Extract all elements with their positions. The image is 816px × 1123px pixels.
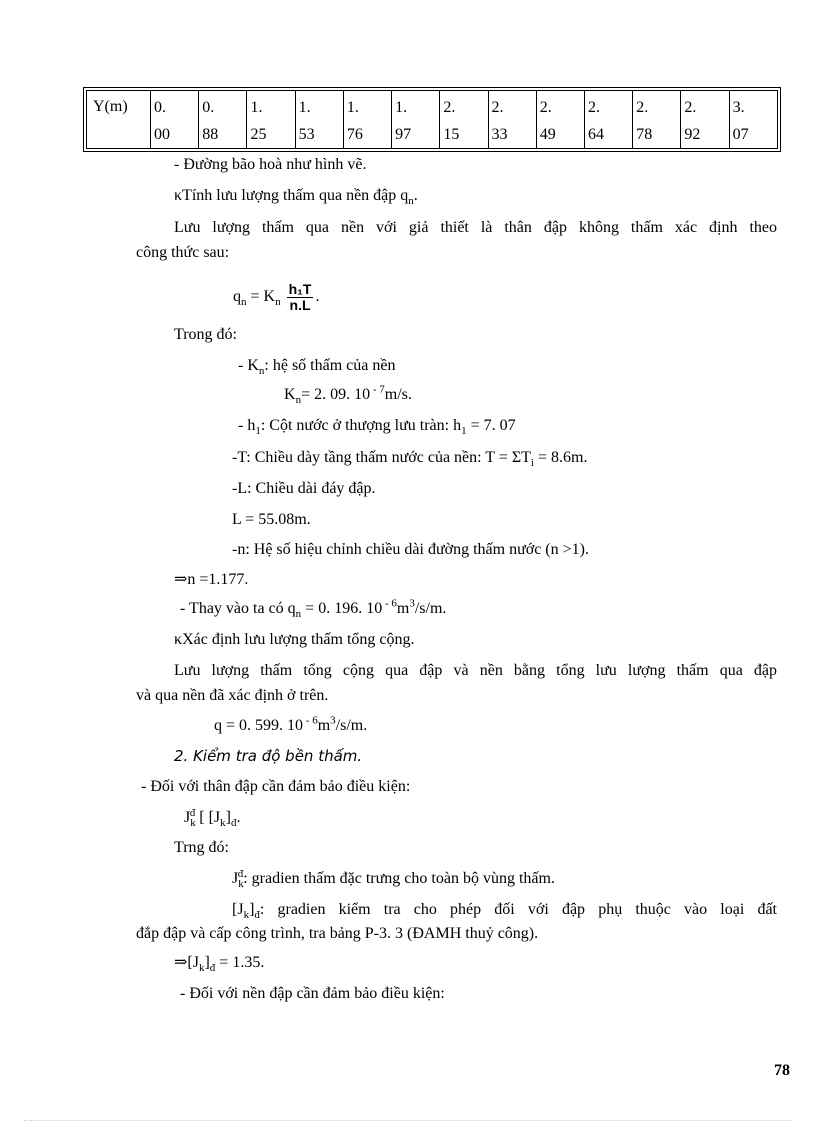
subscript: n [258, 365, 265, 378]
paragraph-line: Lưu lượng thấm qua nền với giả thiết là thân đập không thấm xác định theo [174, 219, 777, 236]
paragraph-line: Lưu lượng thấm tổng cộng qua đập và nền bằng tổng lưu lượng thấm qua đập [174, 662, 777, 679]
subscript: đ [209, 962, 216, 975]
cell-value-decimal: 88 [202, 126, 219, 143]
superscript: đ [237, 867, 244, 880]
text-span: J [232, 870, 239, 887]
cell-value-decimal: 92 [684, 126, 701, 143]
text-span: m [396, 600, 410, 617]
text-span: ] [225, 809, 231, 826]
text-span: κTính lưu lượng thấm qua nền đập q [174, 187, 409, 204]
subscript: n [275, 296, 281, 309]
definition-n: -n: Hệ số hiệu chỉnh chiều dài đường thấm nước (n >1). [232, 541, 589, 558]
cell-value-integer: 1. [346, 99, 359, 116]
table-value-cell [440, 91, 488, 149]
paragraph-line: đắp đập và cấp công trình, tra bảng P-3. 3 (ĐAMH thuỷ công). [136, 925, 539, 942]
result-q [214, 716, 367, 736]
formula-fraction [287, 282, 314, 313]
table-value-cell [295, 91, 343, 149]
cell-value-integer: 2. [684, 99, 697, 116]
subscript: 1 [461, 425, 467, 438]
table-value-cell [247, 91, 295, 149]
value-kn [284, 385, 412, 405]
text-span: = 8.6m. [533, 449, 588, 466]
value-jk-allow [174, 953, 264, 973]
table-value-cell [536, 91, 584, 149]
table-header-cell: Y(m) [87, 91, 151, 149]
formula-qn [233, 280, 319, 314]
text-span: . [413, 187, 418, 204]
text-span: = 0. 196. 10 [301, 600, 383, 617]
cell-value-integer: 1. [298, 99, 311, 116]
text-span: m/s. [384, 386, 412, 403]
text-span: -T: Chiều dày tầng thấm nước của nền: T = ΣT [232, 449, 531, 466]
subscript: đ [254, 909, 260, 922]
cell-value-decimal: 33 [491, 126, 508, 143]
cell-value-decimal: 97 [395, 126, 412, 143]
paragraph-line: công thức sau: [136, 244, 230, 261]
cell-value-decimal: 49 [539, 126, 556, 143]
text-span: /s/m. [335, 717, 368, 734]
definition-jk [232, 869, 555, 889]
footer-divider [24, 1120, 792, 1121]
cell-value-decimal: 64 [587, 126, 604, 143]
formula-text: . [315, 288, 320, 305]
table-value-cell [729, 91, 777, 149]
subscript: đ [230, 817, 237, 830]
fraction-numerator: h₁T [288, 280, 312, 297]
subscript: n [295, 394, 302, 407]
text-span: ] [204, 954, 210, 971]
cell-value-integer: 0. [202, 99, 215, 116]
cell-value-decimal: 00 [154, 126, 170, 143]
text-line: Trng đó: [174, 839, 229, 856]
superscript: - 6 [303, 714, 318, 727]
y-values-table [86, 90, 778, 149]
formula-text: = K [246, 288, 276, 305]
cell-value-integer: 2. [636, 99, 649, 116]
text-span: ] [249, 901, 255, 918]
table-value-cell [343, 91, 391, 149]
text-span: K [284, 386, 296, 403]
text-span: : Cột nước ở thượng lưu tràn: h [260, 417, 462, 434]
superscript: - 6 [382, 597, 397, 610]
subscript: k [190, 817, 196, 830]
text-span: - K [238, 357, 259, 374]
cell-value-integer: 2. [587, 99, 600, 116]
text-span: /s/m. [414, 600, 447, 617]
text-line: - Đối với thân đập cần đảm bảo điều kiện: [141, 778, 411, 795]
subscript: k [238, 878, 244, 891]
cell-value-integer: 1. [395, 99, 408, 116]
section-heading-seepage-foundation [174, 186, 418, 206]
value-n: ⇒n =1.177. [174, 571, 249, 588]
table-value-cell [488, 91, 536, 149]
fraction-denominator: n.L [289, 296, 311, 313]
paragraph-line: và qua nền đã xác định ở trên. [136, 687, 329, 704]
text-span: = 1.35. [215, 954, 265, 971]
text-line: Trong đó: [174, 326, 237, 343]
condition-dam-body [184, 808, 240, 828]
text-span: q = 0. 599. 10 [214, 717, 304, 734]
table-value-cell [633, 91, 681, 149]
superscript: đ [189, 806, 196, 819]
text-span: : gradien thấm đặc trưng cho toàn bộ vùng thấm. [243, 870, 555, 887]
cell-value-integer: 2. [491, 99, 504, 116]
cell-value-integer: 3. [732, 99, 745, 116]
cell-value-decimal: 78 [636, 126, 653, 143]
text-span: : gradien kiểm tra cho phép đối với đập phụ thuộc vào loại đất [259, 901, 777, 918]
subscript: k [243, 909, 250, 922]
value-l: L = 55.08m. [232, 511, 311, 528]
table-row [87, 91, 778, 149]
subscript: 1 [255, 425, 261, 438]
definition-kn [238, 356, 395, 376]
subscript: n [241, 296, 247, 309]
cell-value-decimal: 25 [250, 126, 267, 143]
subscript: n [408, 195, 414, 208]
text-span: [J [232, 901, 244, 918]
text-span: = 7. 07 [466, 417, 516, 434]
cell-value-decimal: 76 [346, 126, 363, 143]
superscript: - 7 [370, 383, 385, 396]
section-heading-total-seepage: κXác định lưu lượng thấm tổng cộng. [174, 631, 415, 648]
text-line: - Đường bão hoà như hình vẽ. [174, 156, 367, 173]
text-span: [ [J [199, 809, 221, 826]
definition-h1 [238, 416, 516, 436]
text-span: - h [238, 417, 256, 434]
cell-value-integer: 1. [250, 99, 263, 116]
cell-value-integer: 2. [539, 99, 552, 116]
formula-text: q [233, 288, 241, 305]
table-value-cell [681, 91, 729, 149]
text-span: . [236, 809, 241, 826]
page-number: 78 [774, 1062, 790, 1079]
table-value-cell [584, 91, 632, 149]
text-span: = 2. 09. 10 [301, 386, 371, 403]
cell-value-integer: 0. [154, 99, 166, 116]
table-value-cell [392, 91, 440, 149]
superscript: 3 [330, 714, 336, 727]
table-value-cell [199, 91, 247, 149]
cell-value-decimal: 15 [443, 126, 460, 143]
subscript: i [530, 457, 534, 470]
definition-t [232, 448, 587, 468]
subscript: n [295, 608, 302, 621]
text-span: m [317, 717, 331, 734]
subscript: k [220, 817, 226, 830]
definition-l: -L: Chiều dài đáy đập. [232, 480, 376, 497]
text-span: ⇒[J [174, 954, 199, 971]
definition-jk-allow [232, 900, 777, 920]
cell-value-decimal: 53 [298, 126, 315, 143]
section-heading-seepage-strength: 2. Kiểm tra độ bền thấm. [174, 747, 363, 765]
text-span: : hệ số thấm của nền [264, 357, 396, 374]
cell-value-decimal: 07 [732, 126, 749, 143]
text-span: J [184, 809, 191, 826]
table-value-cell [151, 91, 199, 149]
result-qn [180, 599, 446, 619]
text-line: - Đối với nền đập cần đảm bảo điều kiện: [180, 985, 445, 1002]
superscript: 3 [409, 597, 415, 610]
subscript: k [198, 962, 205, 975]
text-span: - Thay vào ta có q [180, 600, 296, 617]
cell-value-integer: 2. [443, 99, 456, 116]
